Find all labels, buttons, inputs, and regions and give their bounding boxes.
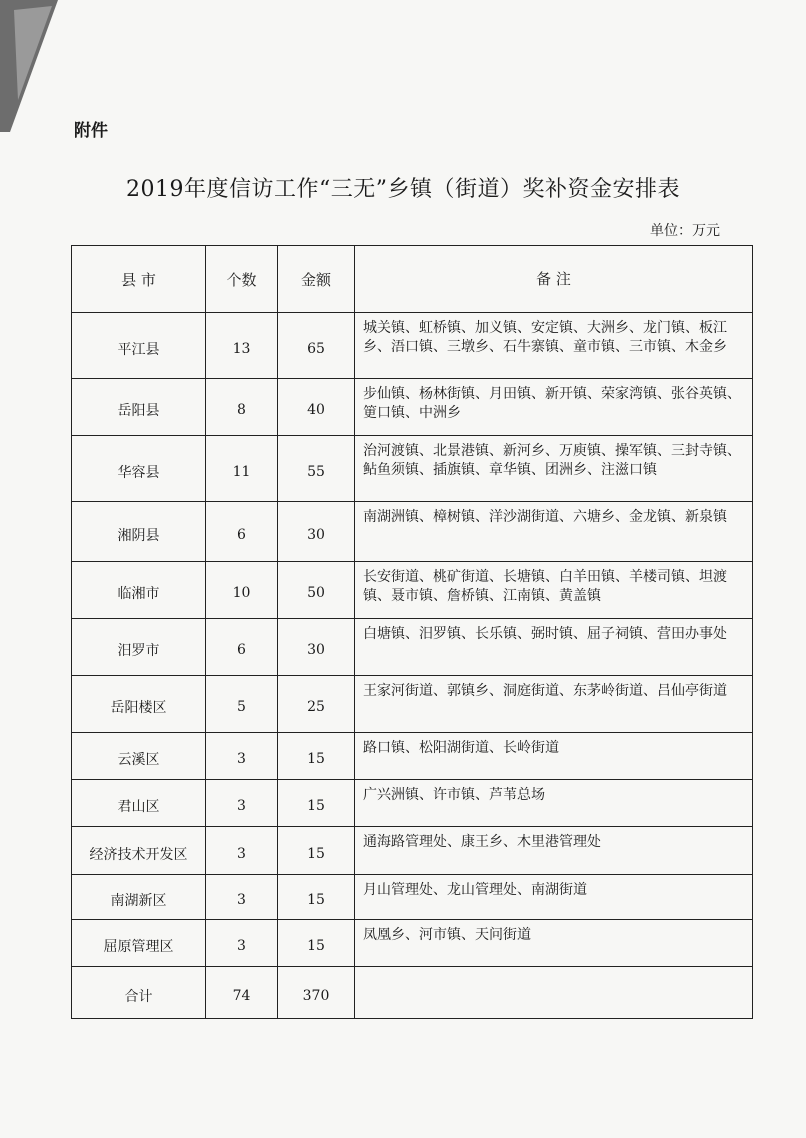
cell-note: 南湖洲镇、樟树镇、洋沙湖街道、六塘乡、金龙镇、新泉镇 — [355, 502, 753, 562]
table-header-row — [72, 246, 753, 313]
cell-count: 10 — [206, 562, 278, 619]
cell-county: 湘阴县 — [72, 502, 206, 562]
cell-county: 岳阳县 — [72, 379, 206, 436]
total-note — [355, 967, 753, 1019]
header-county: 县 市 — [72, 246, 206, 313]
allocation-table — [71, 245, 753, 1019]
cell-note: 城关镇、虹桥镇、加义镇、安定镇、大洲乡、龙门镇、板江乡、浯口镇、三墩乡、石牛寨镇、童市镇、三市镇、木金乡 — [355, 313, 753, 379]
cell-county: 岳阳楼区 — [72, 676, 206, 733]
table-row — [72, 920, 753, 967]
cell-amount: 40 — [278, 379, 355, 436]
cell-note: 白塘镇、汨罗镇、长乐镇、弼时镇、屈子祠镇、营田办事处 — [355, 619, 753, 676]
cell-count: 8 — [206, 379, 278, 436]
table-row — [72, 780, 753, 827]
cell-note: 月山管理处、龙山管理处、南湖街道 — [355, 875, 753, 920]
cell-amount: 15 — [278, 875, 355, 920]
header-count: 个数 — [206, 246, 278, 313]
table-row — [72, 875, 753, 920]
cell-count: 3 — [206, 920, 278, 967]
cell-count: 11 — [206, 436, 278, 502]
cell-amount: 15 — [278, 733, 355, 780]
cell-note: 王家河街道、郭镇乡、洞庭街道、东茅岭街道、吕仙亭街道 — [355, 676, 753, 733]
cell-amount: 55 — [278, 436, 355, 502]
table-row — [72, 733, 753, 780]
cell-count: 3 — [206, 875, 278, 920]
cell-county: 南湖新区 — [72, 875, 206, 920]
cell-amount: 30 — [278, 619, 355, 676]
table-row — [72, 676, 753, 733]
cell-note: 治河渡镇、北景港镇、新河乡、万庾镇、操军镇、三封寺镇、鲇鱼须镇、插旗镇、章华镇、团洲乡、注滋口镇 — [355, 436, 753, 502]
cell-note: 广兴洲镇、许市镇、芦苇总场 — [355, 780, 753, 827]
scan-edge-mark — [0, 0, 60, 140]
cell-county: 君山区 — [72, 780, 206, 827]
table-row — [72, 619, 753, 676]
header-note: 备 注 — [355, 246, 753, 313]
cell-count: 3 — [206, 827, 278, 875]
total-count: 74 — [206, 967, 278, 1019]
cell-amount: 15 — [278, 920, 355, 967]
total-row — [72, 967, 753, 1019]
cell-note: 步仙镇、杨林街镇、月田镇、新开镇、荣家湾镇、张谷英镇、筻口镇、中洲乡 — [355, 379, 753, 436]
cell-count: 5 — [206, 676, 278, 733]
table-row — [72, 379, 753, 436]
cell-county: 华容县 — [72, 436, 206, 502]
table-row — [72, 502, 753, 562]
cell-count: 3 — [206, 733, 278, 780]
cell-county: 经济技术开发区 — [72, 827, 206, 875]
total-label: 合计 — [72, 967, 206, 1019]
cell-amount: 25 — [278, 676, 355, 733]
header-amount: 金额 — [278, 246, 355, 313]
table-row — [72, 313, 753, 379]
cell-count: 13 — [206, 313, 278, 379]
cell-county: 临湘市 — [72, 562, 206, 619]
cell-amount: 65 — [278, 313, 355, 379]
cell-county: 平江县 — [72, 313, 206, 379]
cell-count: 6 — [206, 502, 278, 562]
cell-amount: 15 — [278, 780, 355, 827]
cell-note: 路口镇、松阳湖街道、长岭街道 — [355, 733, 753, 780]
unit-label: 单位：万元 — [650, 223, 720, 239]
cell-amount: 15 — [278, 827, 355, 875]
cell-amount: 30 — [278, 502, 355, 562]
document-title: 2019年度信访工作“三无”乡镇（街道）奖补资金安排表 — [126, 177, 680, 202]
table-row — [72, 436, 753, 502]
cell-county: 屈原管理区 — [72, 920, 206, 967]
cell-note: 凤凰乡、河市镇、天问街道 — [355, 920, 753, 967]
cell-county: 云溪区 — [72, 733, 206, 780]
cell-amount: 50 — [278, 562, 355, 619]
attachment-label: 附件 — [74, 121, 108, 141]
table-row — [72, 562, 753, 619]
cell-note: 通海路管理处、康王乡、木里港管理处 — [355, 827, 753, 875]
cell-count: 6 — [206, 619, 278, 676]
cell-count: 3 — [206, 780, 278, 827]
cell-note: 长安街道、桃矿街道、长塘镇、白羊田镇、羊楼司镇、坦渡镇、聂市镇、詹桥镇、江南镇、黄盖镇 — [355, 562, 753, 619]
total-amount: 370 — [278, 967, 355, 1019]
table-row — [72, 827, 753, 875]
cell-county: 汨罗市 — [72, 619, 206, 676]
